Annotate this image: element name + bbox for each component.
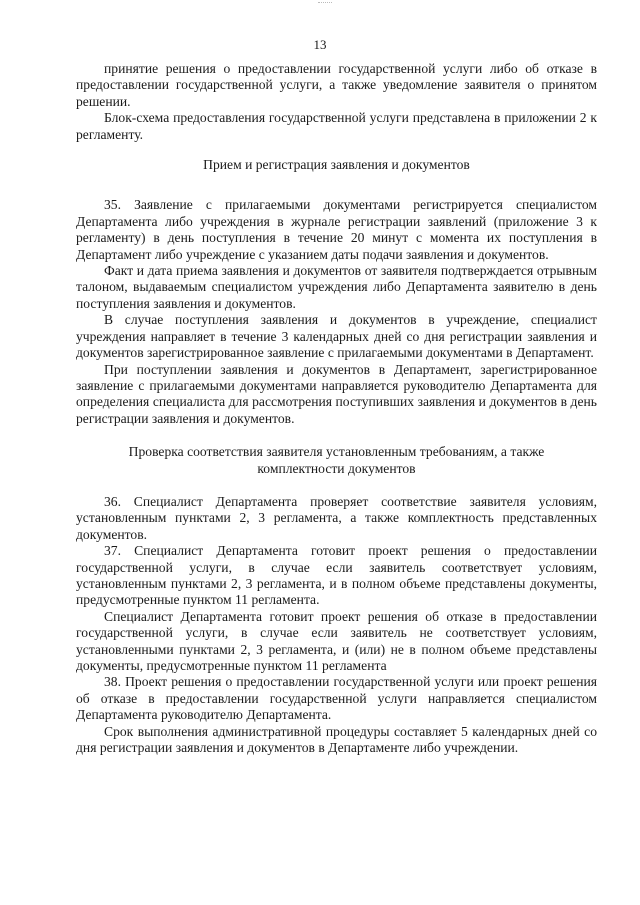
paragraph-35-receipt: Факт и дата приема заявления и документов от заявителя подтверждается отрывным талоном, выдаваемым специалистом учреждения либо Департамента заявителю в день поступления заявления и документов. — [76, 263, 597, 311]
paragraph-37-refusal: Специалист Департамента готовит проект решения об отказе в предоставлении государственной услуги, в случае если заявитель не соответствует условиям, установленными пунктами 2, 3 регламента, и (или) не в полном объеме представлены документы, предусмотренные пунктом 11 регламента — [76, 608, 597, 673]
paragraph-37: 37. Специалист Департамента готовит проект решения о предоставлении государственной услуги, в случае если заявитель соответствует условиям, установленным пунктами 2, 3 регламента, и в полном объеме представлены документы, предусмотренные пунктом 11 регламента. — [76, 543, 597, 608]
paragraph-intro-1: принятие решения о предоставлении государственной услуги либо об отказе в предоставлении государственной услуги, а также уведомление заявителя о принятом решении. — [76, 61, 597, 109]
page-number: 13 — [313, 37, 327, 52]
paragraph-intro-2: Блок-схема предоставления государственной услуги представлена в приложении 2 к регламенту. — [76, 110, 597, 142]
paragraph-36: 36. Специалист Департамента проверяет соответствие заявителя условиям, установленным пунктами 2, 3 регламента, а также комплектность представленных документов. — [76, 493, 597, 542]
section-heading-reception: Прием и регистрация заявления и документов — [203, 157, 470, 173]
paragraph-35-department: При поступлении заявления и документов в Департамент, зарегистрированное заявление с прилагаемыми документами направляется руководителю Департамента для определения специалиста для рассмотрения поступивших заявления и документов в день регистрации заявления и документов. — [76, 361, 597, 426]
scan-artifact — [318, 2, 332, 9]
paragraph-38: 38. Проект решения о предоставлении государственной услуги или проект решения об отказе в предоставлении государственной услуги направляется специалистом Департамента руководителю Департамента. — [76, 674, 597, 723]
paragraph-35: 35. Заявление с прилагаемыми документами регистрируется специалистом Департамента либо учреждения в журнале регистрации заявлений (приложение 3 к регламенту) в день поступления в течение 20 минут с момента их поступления в Департамент либо учреждение с указанием даты подачи заявления и документов. — [76, 197, 597, 262]
document-body — [76, 61, 597, 756]
paragraph-35-institution: В случае поступления заявления и документов в учреждение, специалист учреждения направляет в течение 3 календарных дней со дня регистрации заявления и документов зарегистрированное заявление с прилагаемыми документами в Департамент. — [76, 312, 597, 361]
section-heading-verification: Проверка соответствия заявителя установленным требованиям, а также комплектности документов — [128, 444, 545, 476]
paragraph-38-deadline: Срок выполнения административной процедуры составляет 5 календарных дней со дня регистрации заявления и документов в Департаменте либо учреждении. — [76, 723, 597, 756]
